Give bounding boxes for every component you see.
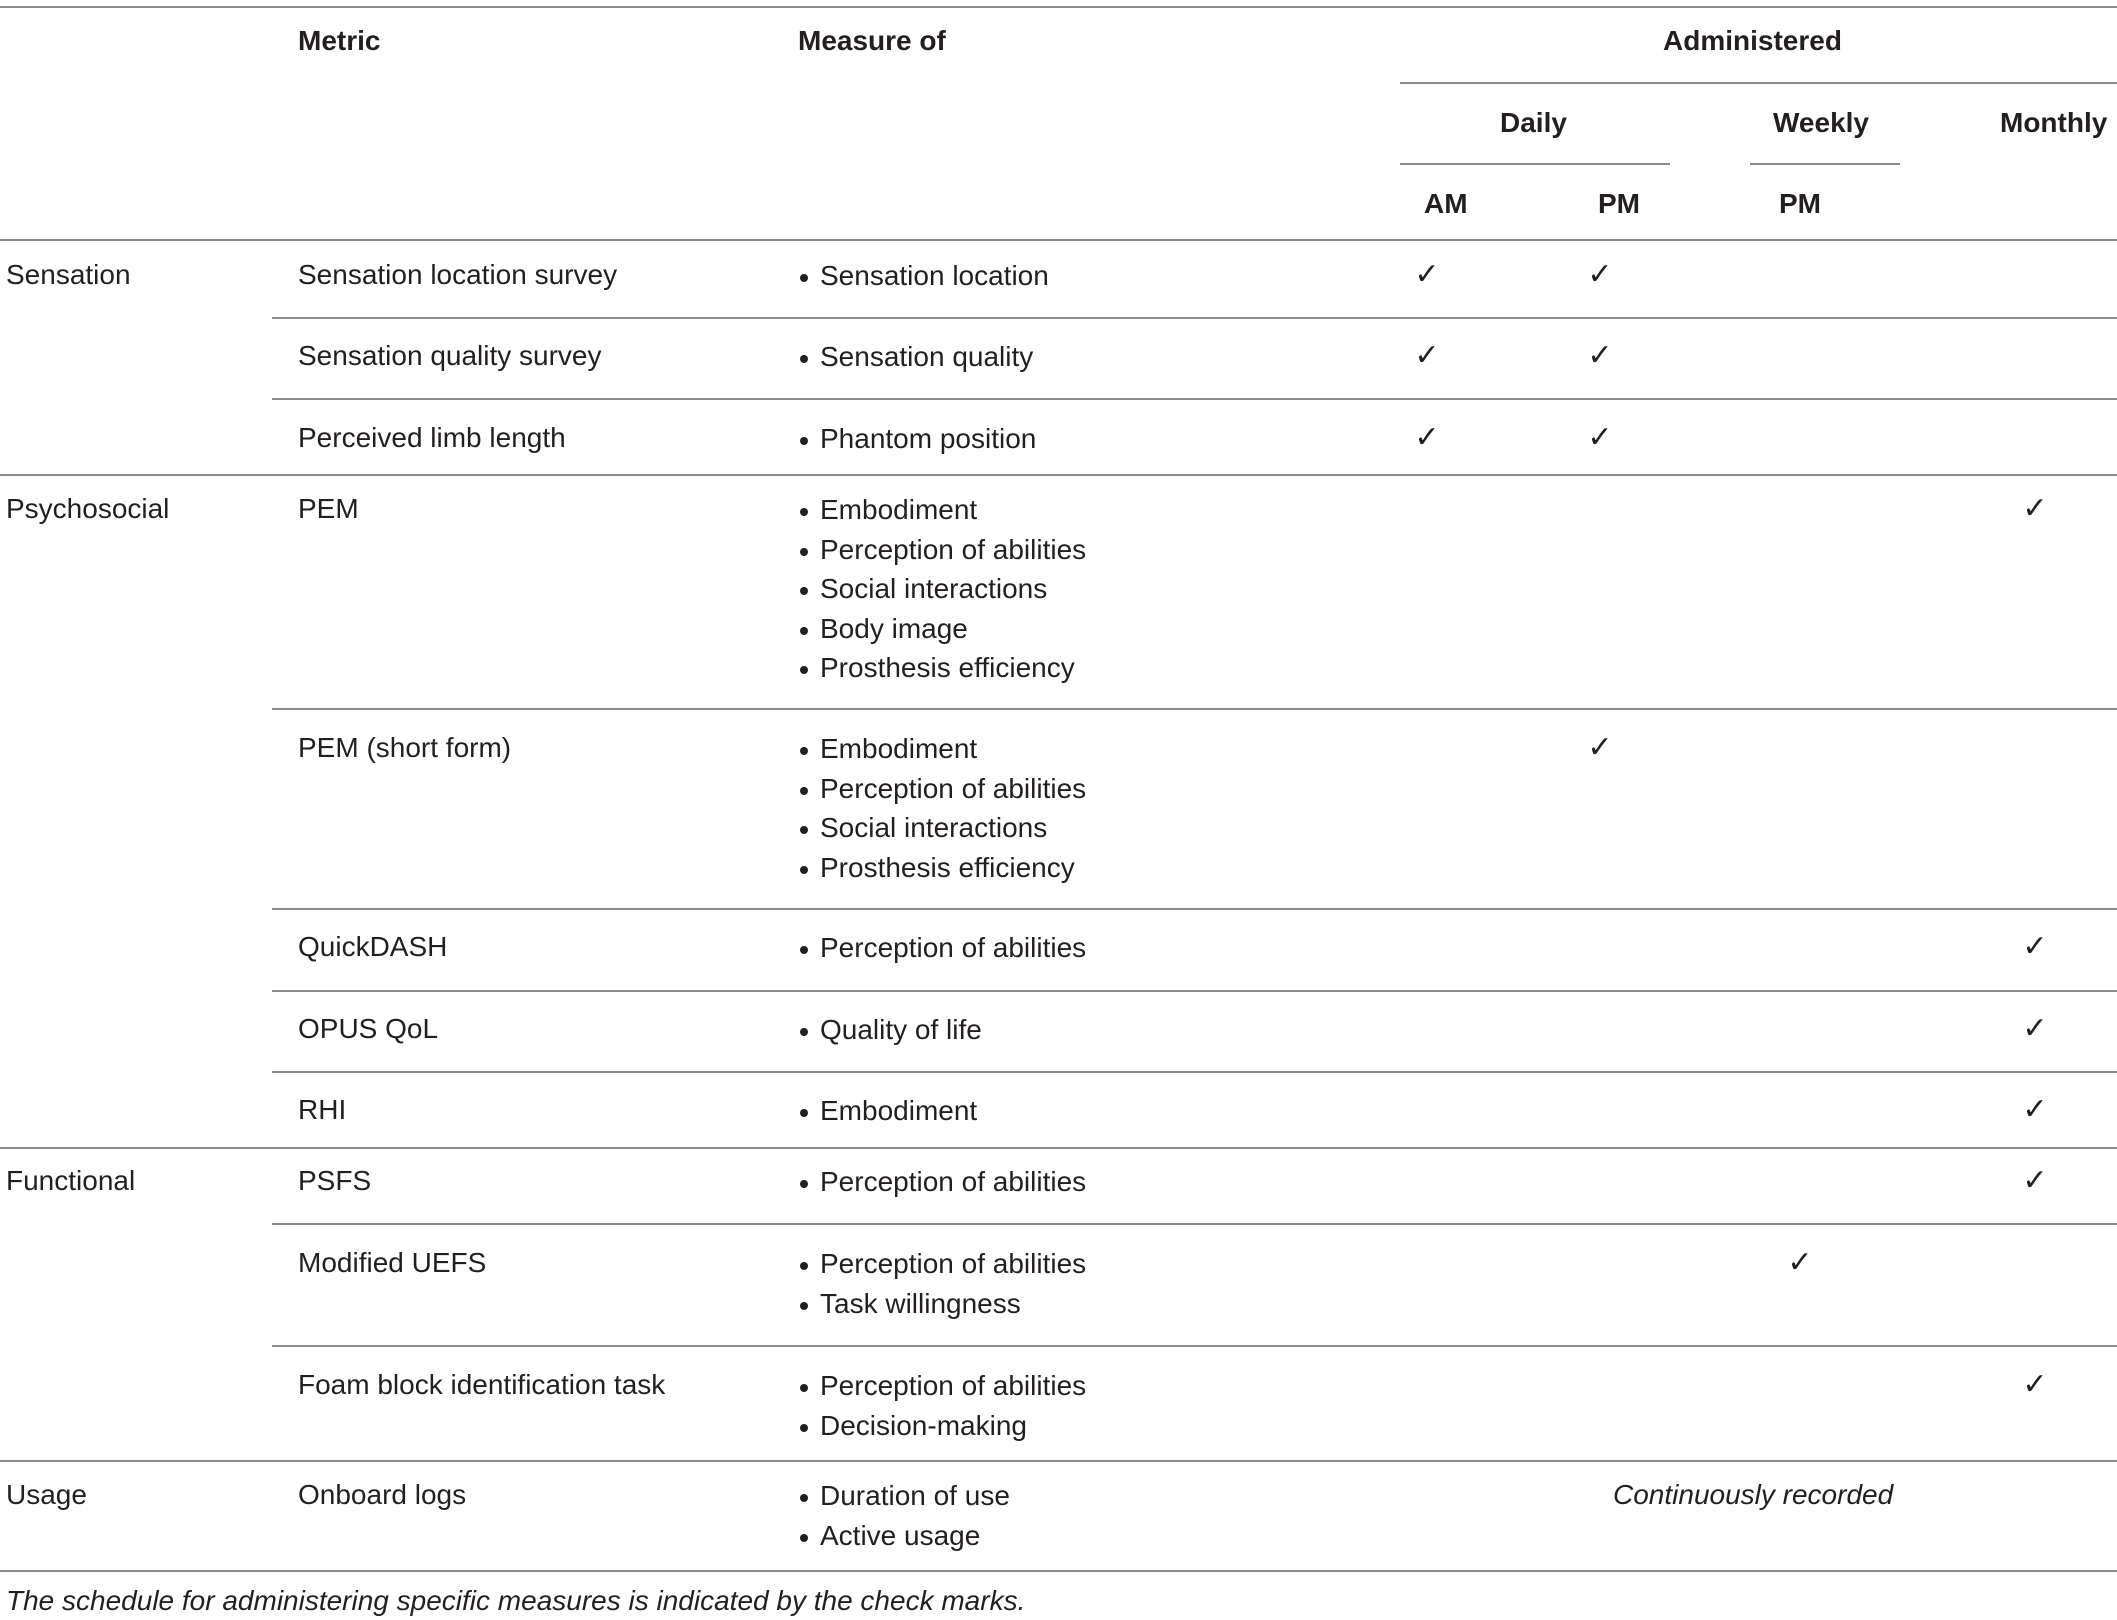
header-pm-weekly: PM (1779, 188, 1821, 219)
group-separator (0, 474, 2117, 476)
measure-item: Embodiment (798, 490, 1086, 530)
measure-item: Social interactions (798, 569, 1086, 609)
group-separator (0, 1147, 2117, 1149)
check-pm-daily: ✓ (1587, 257, 1613, 292)
metric-name: Modified UEFS (298, 1247, 487, 1278)
measure-item: Perception of abilities (798, 1366, 1086, 1406)
measure-item: Task willingness (798, 1284, 1086, 1324)
metric-name: Foam block identification task (298, 1369, 666, 1400)
measure-item: Decision-making (798, 1406, 1086, 1446)
measure-list (798, 1091, 977, 1131)
metric-name: Sensation quality survey (298, 340, 602, 371)
row-separator (272, 317, 2117, 319)
metric-name: Sensation location survey (298, 259, 618, 290)
measure-item: Perception of abilities (798, 1244, 1086, 1284)
measure-item: Quality of life (798, 1010, 982, 1050)
check-pm-daily: ✓ (1587, 338, 1613, 373)
metric-name: OPUS QoL (298, 1013, 439, 1044)
group-label: Usage (6, 1479, 87, 1510)
check-monthly: ✓ (2022, 1367, 2048, 1402)
measure-list (798, 337, 1033, 377)
check-monthly: ✓ (2022, 1163, 2048, 1198)
check-am: ✓ (1414, 257, 1440, 292)
measure-list (798, 1162, 1086, 1202)
metric-name: Perceived limb length (298, 422, 566, 453)
header-metric: Metric (298, 25, 381, 56)
group-label: Functional (6, 1165, 136, 1196)
header-am: AM (1424, 188, 1468, 219)
table-footnote: The schedule for administering specific measures is indicated by the check marks. (6, 1585, 1026, 1616)
administered-underline (1400, 82, 2117, 84)
group-separator (0, 1460, 2117, 1462)
measure-item: Duration of use (798, 1476, 1010, 1516)
measure-list (798, 256, 1049, 296)
measure-item: Embodiment (798, 1091, 977, 1131)
row-separator (272, 1071, 2117, 1073)
header-administered: Administered (1663, 25, 1842, 56)
measure-item: Perception of abilities (798, 1162, 1086, 1202)
measure-item: Phantom position (798, 419, 1036, 459)
table-bottom-rule (0, 1570, 2117, 1572)
header-measure-of: Measure of (798, 25, 946, 56)
weekly-underline (1750, 163, 1900, 165)
table-top-rule (0, 6, 2117, 8)
row-separator (272, 398, 2117, 400)
header-bottom-rule (0, 239, 2117, 241)
row-separator (272, 990, 2117, 992)
check-pm-daily: ✓ (1587, 420, 1613, 455)
measure-list (798, 419, 1036, 459)
header-weekly: Weekly (1773, 107, 1869, 138)
measure-item: Perception of abilities (798, 530, 1086, 570)
metric-name: PEM (298, 493, 359, 524)
check-monthly: ✓ (2022, 929, 2048, 964)
row-separator (272, 1223, 2117, 1225)
measure-list (798, 729, 1086, 887)
daily-underline (1400, 163, 1670, 165)
measure-item: Prosthesis efficiency (798, 648, 1086, 688)
metric-name: RHI (298, 1094, 347, 1125)
measure-list (798, 1366, 1086, 1445)
measure-list (798, 928, 1086, 968)
group-label: Sensation (6, 259, 131, 290)
check-pm-daily: ✓ (1587, 730, 1613, 765)
measure-item: Perception of abilities (798, 928, 1086, 968)
row-separator (272, 908, 2117, 910)
measure-list (798, 1010, 982, 1050)
measure-item: Social interactions (798, 808, 1086, 848)
administered-note: Continuously recorded (1613, 1479, 1894, 1510)
row-separator (272, 708, 2117, 710)
check-weekly: ✓ (1787, 1245, 1813, 1280)
metric-name: Onboard logs (298, 1479, 467, 1510)
measure-item: Sensation quality (798, 337, 1033, 377)
metric-name: QuickDASH (298, 931, 448, 962)
measure-list (798, 1476, 1010, 1555)
measure-list (798, 1244, 1086, 1323)
group-label: Psychosocial (6, 493, 170, 524)
measure-list (798, 490, 1086, 688)
metric-name: PSFS (298, 1165, 372, 1196)
check-monthly: ✓ (2022, 491, 2048, 526)
check-am: ✓ (1414, 420, 1440, 455)
metric-name: PEM (short form) (298, 732, 512, 763)
measure-item: Sensation location (798, 256, 1049, 296)
header-daily: Daily (1500, 107, 1567, 138)
check-am: ✓ (1414, 338, 1440, 373)
check-monthly: ✓ (2022, 1011, 2048, 1046)
header-pm-daily: PM (1598, 188, 1640, 219)
measure-item: Active usage (798, 1516, 1010, 1556)
check-monthly: ✓ (2022, 1092, 2048, 1127)
measure-item: Prosthesis efficiency (798, 848, 1086, 888)
measure-item: Perception of abilities (798, 769, 1086, 809)
measure-item: Body image (798, 609, 1086, 649)
header-monthly: Monthly (2000, 107, 2108, 138)
measure-item: Embodiment (798, 729, 1086, 769)
row-separator (272, 1345, 2117, 1347)
